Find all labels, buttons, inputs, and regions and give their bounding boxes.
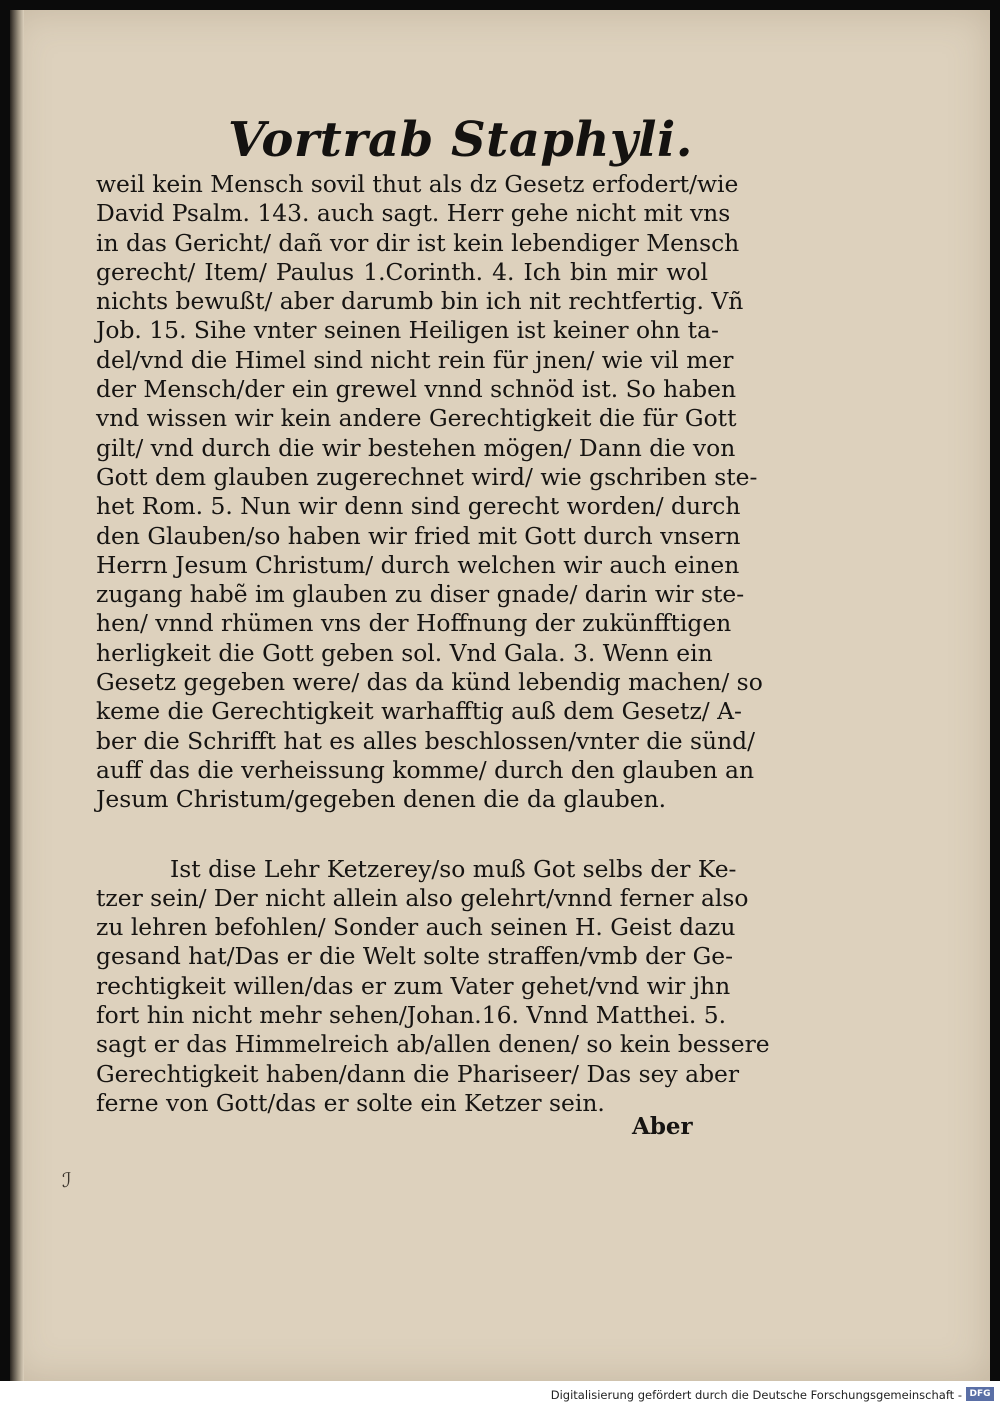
text-line: weil kein Mensch sovil thut als dz Gesetz erfodert/wie <box>96 170 739 198</box>
paragraph-1 <box>96 170 763 815</box>
dfg-logo-icon: DFG <box>966 1387 994 1401</box>
text-line: sagt er das Himmelreich ab/allen denen/ so kein bessere <box>96 1030 770 1059</box>
text-line: zu lehren befohlen/ Sonder auch seinen H. Geist dazu <box>96 913 736 942</box>
text-line: del/vnd die Himel sind nicht rein für jnen/ wie vil mer <box>96 345 734 374</box>
text-line: tzer sein/ Der nicht allein also gelehrt/vnnd ferner also <box>96 883 749 912</box>
text-line: ferne von Gott/das er solte ein Ketzer sein. <box>96 1088 605 1117</box>
text-line: gilt/ vnd durch die wir bestehen mögen/ Dann die von <box>96 433 736 462</box>
running-header: Vortrab Staphyli. <box>228 112 693 168</box>
page-gutter <box>10 10 24 1381</box>
funding-credit: Digitalisierung gefördert durch die Deutsche Forschungsgemeinschaft - <box>550 1388 962 1402</box>
text-line: rechtigkeit willen/das er zum Vater gehet/vnd wir jhn <box>96 971 731 1000</box>
text-line: in das Gericht/ dañ vor dir ist kein lebendiger Mensch <box>96 228 740 257</box>
text-line: zugang habẽ im glauben zu diser gnade/ darin wir ste- <box>96 580 745 609</box>
footer-bar <box>0 1381 1000 1409</box>
text-line: auff das die verheissung komme/ durch den glauben an <box>96 755 755 784</box>
text-line: nichts bewußt/ aber darumb bin ich nit rechtfertig. Vñ <box>96 287 744 316</box>
paragraph-gap <box>96 815 708 855</box>
text-line: het Rom. 5. Nun wir denn sind gerecht worden/ durch <box>96 492 741 521</box>
text-line: fort hin nicht mehr sehen/Johan.16. Vnnd Matthei. 5. <box>96 1001 727 1030</box>
text-line: Herrn Jesum Christum/ durch welchen wir auch einen <box>96 550 740 579</box>
text-line: herligkeit die Gott geben sol. Vnd Gala. 3. Wenn ein <box>96 638 713 667</box>
text-line: Jesum Christum/gegeben denen die da glauben. <box>96 785 667 814</box>
text-line: Gesetz gegeben were/ das da künd lebendig machen/ so <box>96 668 763 697</box>
text-line: hen/ vnnd rhümen vns der Hoffnung der zukünfftigen <box>96 609 732 638</box>
text-line: Ist dise Lehr Ketzerey/so muß Got selbs der Ke- <box>170 854 737 883</box>
text-line: der Mensch/der ein grewel vnnd schnöd ist. So haben <box>96 375 737 404</box>
paragraph-2 <box>96 854 770 1119</box>
text-line: keme die Gerechtigkeit warhafftig auß dem Gesetz/ A- <box>96 697 742 726</box>
text-line: Gott dem glauben zugerechnet wird/ wie gschriben ste- <box>96 462 758 491</box>
catchword: Aber <box>632 1113 693 1140</box>
text-line: gesand hat/Das er die Welt solte straffen/vmb der Ge- <box>96 942 733 971</box>
text-line: Gerechtigkeit haben/dann die Phariseer/ Das sey aber <box>96 1059 740 1088</box>
text-line: den Glauben/so haben wir fried mit Gott durch vnsern <box>96 521 741 550</box>
text-line: David Psalm. 143. auch sagt. Herr gehe nicht mit vns <box>96 199 731 228</box>
text-line: Job. 15. Sihe vnter seinen Heiligen ist keiner ohn ta- <box>96 316 719 345</box>
page-body <box>96 170 770 1118</box>
text-line: ber die Schrifft hat es alles beschlossen/vnter die sünd/ <box>96 726 755 755</box>
text-line: gerecht/ Item/ Paulus 1.Corinth. 4. Ich bin mir wol <box>96 257 708 286</box>
margin-mark: ℐ <box>62 1168 72 1192</box>
text-line: vnd wissen wir kein andere Gerechtigkeit die für Gott <box>96 404 737 433</box>
